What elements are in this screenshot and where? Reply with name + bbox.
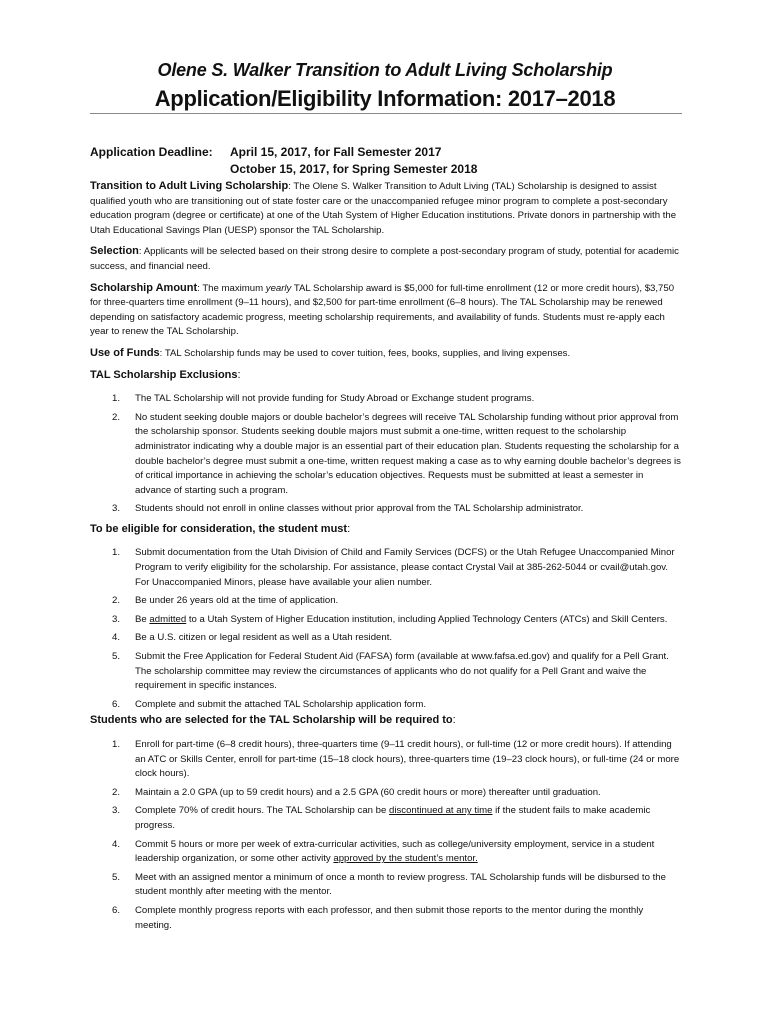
amount-italic: yearly [265, 282, 292, 294]
list-item: 1. Submit documentation from the Utah Division of Child and Family Services (DCFS) or the Utah Refugee Unaccompanied Minor Program to verify eligibility for the scholarship. For assistance, please contact Crystal Vail at 385-262-5044 or cvail@utah.gov. For Unaccompanied Minors, please have available your alien number. [112, 547, 675, 588]
eligibility-list [90, 546, 682, 712]
title-divider [90, 113, 682, 114]
list-item: 6. Complete monthly progress reports with each professor, and then submit those reports to the mentor during the monthly meeting. [112, 904, 644, 931]
application-deadline [90, 144, 682, 178]
list-item: 3. Students should not enroll in online classes without prior approval from the TAL Scholarship administrator. [112, 503, 584, 515]
funds-label: Use of Funds [90, 346, 160, 359]
exclusions-list [90, 392, 682, 517]
list-item: 1. The TAL Scholarship will not provide funding for Study Abroad or Exchange student programs. [112, 393, 535, 405]
deadline-fall: April 15, 2017, for Fall Semester 2017 [230, 145, 442, 159]
transition-label: Transition to Adult Living Scholarship [90, 180, 289, 192]
list-item: 2. Maintain a 2.0 GPA (up to 59 credit hours) and a 2.5 GPA (60 credit hours or more) thereafter until graduation. [112, 786, 601, 798]
funds-paragraph [90, 346, 682, 362]
requirements-list [90, 738, 682, 933]
list-item: 5. Submit the Free Application for Federal Student Aid (FAFSA) form (available at www.fafsa.ed.gov) and qualify for a Pell Grant. The scholarship committee may review the circumstances of applicants who do not qualify for a Pell Grant and waive the requirement in specific instances. [112, 651, 669, 692]
document-title: Olene S. Walker Transition to Adult Living Scholarship [157, 60, 613, 80]
amount-text-1: : The maximum [197, 282, 266, 294]
transition-text: : The Olene S. Walker Transition to Adult Living (TAL) Scholarship is designed to assist qualified youth who are transitioning out of state foster care or the unaccompanied refugee minor program to complete a post-secondary education program (degree or certificate) at one of the Utah System of Higher Education institutions. Private donors in partnership with the Utah Educational Savings Plan (UESP) sponsor the TAL Scholarship. [90, 181, 677, 236]
amount-label: Scholarship Amount [90, 281, 198, 294]
funds-text: : TAL Scholarship funds may be used to cover tuition, fees, books, supplies, and living expenses. [159, 347, 571, 359]
amount-paragraph [90, 281, 682, 340]
amount-text-2: TAL Scholarship award is $5,000 for full-time enrollment (12 or more credit hours), $3,750 for three-quarters time enrollment (9–11 hours), and $2,500 for part-time enrollment (6–8 hours). The TAL Scholarship may be renewed depending on satisfactory academic progress, meeting scholarship requirements, and availability of funds. Students must re-apply each year to renew the TAL Scholarship. [90, 282, 675, 338]
requirements-heading: Students who are selected for the TAL Scholarship will be required to: [90, 714, 456, 727]
list-item: 2. Be under 26 years old at the time of application. [112, 595, 339, 607]
list-item: 2. No student seeking double majors or double bachelor’s degrees will receive TAL Scholarship funding without prior approval from the scholarship sponsor. Students seeking double majors must submit a one-time, written request to the scholarship administrator indicating why a double major is an essential part of their education plan. Students requesting the scholarship for a double bachelor’s degree must submit a one-time, written request making a case as to why earning double bachelor’s degrees is of critical importance in achieving the scholar’s education objectives. Requests must be submitted at least a semester in advance of starting such a program. [112, 411, 681, 496]
selection-paragraph [90, 244, 682, 274]
underlined-text: approved by the student’s mentor. [333, 853, 478, 865]
transition-paragraph [90, 179, 682, 238]
exclusions-heading: TAL Scholarship Exclusions: [90, 368, 241, 381]
list-item: 5. Meet with an assigned mentor a minimum of once a month to review progress. TAL Scholarship funds will be disbursed to the student monthly after meeting with the mentor. [112, 871, 666, 898]
deadline-spring: October 15, 2017, for Spring Semester 2018 [230, 162, 478, 176]
document-subtitle: Application/Eligibility Information: 2017–2018 [154, 86, 616, 111]
list-item: 3. Be admitted to a Utah System of Higher Education institution, including Applied Technology Centers (ATCs) and Skill Centers. [112, 613, 668, 625]
list-item: 4. Commit 5 hours or more per week of extra-curricular activities, such as college/university employment, service in a student leadership organization, or some other activity approved by the student’s mentor. [112, 838, 655, 865]
list-item: 1. Enroll for part-time (6–8 credit hours), three-quarters time (9–11 credit hours), or full-time (12 or more credit hours). If attending an ATC or Skills Center, enroll for part-time (15–18 clock hours), three-quarters time (19–23 clock hours), or full-time (24 or more clock hours). [112, 739, 680, 780]
deadline-label: Application Deadline: [90, 145, 213, 159]
deadline-dates [230, 144, 477, 178]
selection-text: : Applicants will be selected based on their strong desire to complete a post-secondary program of study, potential for academic success, and financial need. [90, 246, 679, 272]
underlined-text: admitted [149, 613, 187, 625]
eligibility-heading: To be eligible for consideration, the student must: [90, 522, 351, 535]
list-item: 4. Be a U.S. citizen or legal resident as well as a Utah resident. [112, 632, 393, 644]
selection-label: Selection [90, 245, 139, 258]
document-body [90, 144, 682, 938]
underlined-text: discontinued at any time [389, 805, 493, 817]
list-item: 3. Complete 70% of credit hours. The TAL Scholarship can be discontinued at any time if the student fails to make academic progress. [112, 805, 651, 831]
list-item: 6. Complete and submit the attached TAL Scholarship application form. [112, 698, 426, 710]
